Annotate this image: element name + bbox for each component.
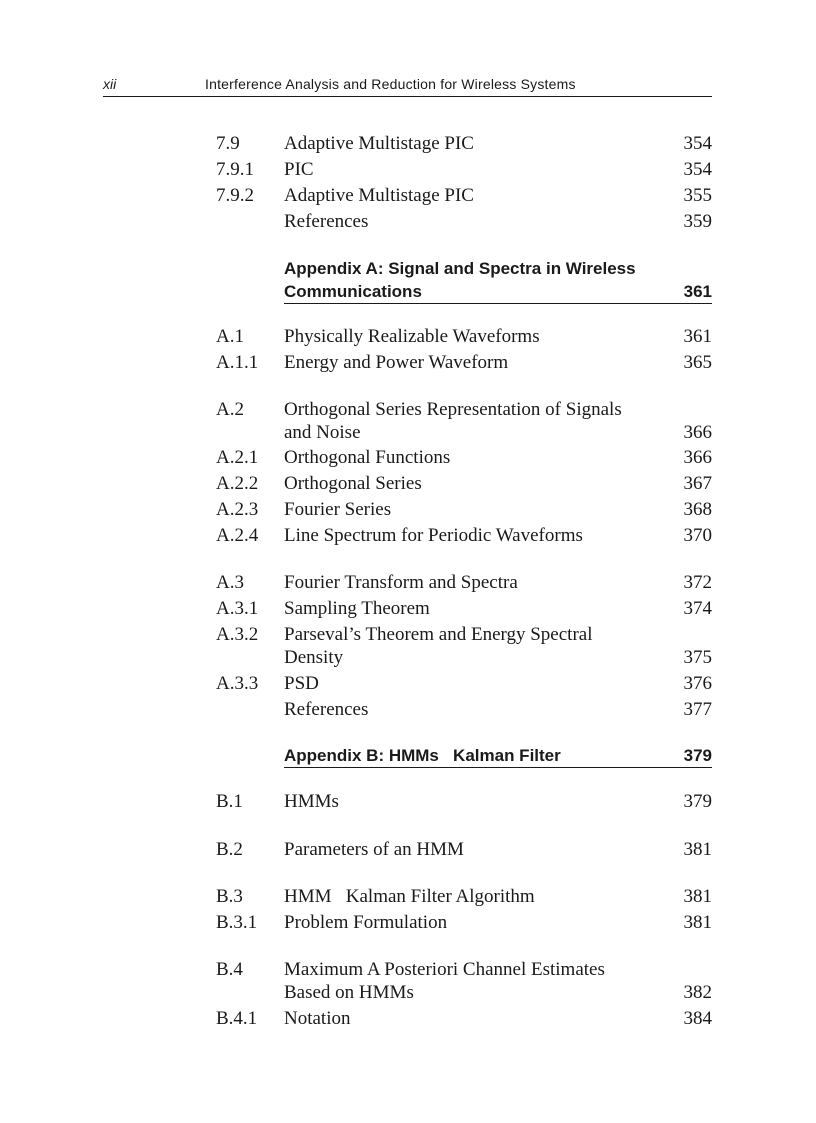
toc-entry-number: B.1 xyxy=(216,791,243,812)
toc-entry-title: Adaptive Multistage PIC xyxy=(284,185,474,206)
toc-entry-page: 366 xyxy=(683,422,712,443)
toc-entry-title: Sampling Theorem xyxy=(284,598,430,619)
toc-entry-page: 361 xyxy=(683,326,712,347)
appendix-b-heading[interactable] xyxy=(284,744,712,768)
toc-entry-page: 366 xyxy=(683,447,712,468)
toc-entry-number: A.2.1 xyxy=(216,447,259,468)
toc-entry-page: 354 xyxy=(683,133,712,154)
toc-entry-title: Fourier Series xyxy=(284,499,392,520)
appendix-title-line1: Appendix B: HMMs Kalman Filter xyxy=(284,746,561,765)
toc-entry-number: B.3 xyxy=(216,886,243,907)
toc-entry-page: 375 xyxy=(683,647,712,668)
toc-entry-page: 379 xyxy=(683,791,712,812)
toc-entry-title: Physically Realizable Waveforms xyxy=(284,326,540,347)
toc-entry-title: Fourier Transform and Spectra xyxy=(284,572,518,593)
toc-entry-number: B.4 xyxy=(216,959,243,980)
appendix-page: 361 xyxy=(683,282,712,301)
toc-entry-title: PIC xyxy=(284,159,314,180)
toc-entry-title: Parameters of an HMM xyxy=(284,839,464,860)
toc-entry-title-continued: and Noise xyxy=(284,422,361,443)
toc-entry-page: 384 xyxy=(683,1008,712,1029)
appendix-title-line1: Appendix A: Signal and Spectra in Wireless xyxy=(284,259,636,278)
toc-entry-page: 372 xyxy=(683,572,712,593)
toc-entry-page: 354 xyxy=(683,159,712,180)
toc-entry-title: Energy and Power Waveform xyxy=(284,352,509,373)
appendix-a-heading[interactable] xyxy=(284,257,712,304)
toc-entry-number: A.2 xyxy=(216,399,244,420)
toc-entry-title-continued: Density xyxy=(284,647,344,668)
toc-entry-number: 7.9 xyxy=(216,133,240,154)
page-folio: xii xyxy=(103,76,117,92)
toc-entry-title: Notation xyxy=(284,1008,351,1029)
toc-entry-title: Maximum A Posteriori Channel Estimates xyxy=(284,959,605,980)
toc-entry-page: 381 xyxy=(683,886,712,907)
toc-entry-page: 377 xyxy=(683,699,712,720)
toc-entry-title: HMM Kalman Filter Algorithm xyxy=(284,886,535,907)
toc-entry-page: 359 xyxy=(683,211,712,232)
toc-entry-number: A.3.2 xyxy=(216,624,259,645)
toc-entry-page: 382 xyxy=(683,982,712,1003)
toc-entry-number: 7.9.1 xyxy=(216,159,254,180)
toc-entry-title: Problem Formulation xyxy=(284,912,448,933)
toc-entry-number: A.2.3 xyxy=(216,499,259,520)
toc-entry-page: 365 xyxy=(683,352,712,373)
toc-entry-page: 374 xyxy=(683,598,712,619)
toc-entry-title-continued: Based on HMMs xyxy=(284,982,414,1003)
toc-entry-number: B.2 xyxy=(216,839,243,860)
toc-entry-page: 376 xyxy=(683,673,712,694)
toc-entry-page: 367 xyxy=(683,473,712,494)
toc-entry-number: A.1.1 xyxy=(216,352,259,373)
toc-entry-title: Line Spectrum for Periodic Waveforms xyxy=(284,525,583,546)
toc-entry-page: 355 xyxy=(683,185,712,206)
toc-entry-number: A.3 xyxy=(216,572,244,593)
toc-entry-number: A.1 xyxy=(216,326,244,347)
toc-entry-page: 370 xyxy=(683,525,712,546)
toc-entry-page: 381 xyxy=(683,839,712,860)
appendix-title-line2: Communications xyxy=(284,282,422,301)
toc-entry-number: A.2.4 xyxy=(216,525,259,546)
toc-entry-number: B.4.1 xyxy=(216,1008,258,1029)
toc-entry-title: Orthogonal Series xyxy=(284,473,422,494)
toc-entry-number: B.3.1 xyxy=(216,912,258,933)
toc-entry-title: PSD xyxy=(284,673,319,694)
toc-entry-title: References xyxy=(284,699,369,720)
appendix-page: 379 xyxy=(683,746,712,765)
toc-entry-title: Orthogonal Series Representation of Signals xyxy=(284,399,622,420)
toc-entry-title: Adaptive Multistage PIC xyxy=(284,133,474,154)
running-title: Interference Analysis and Reduction for Wireless Systems xyxy=(205,76,576,92)
running-header xyxy=(103,74,712,97)
toc-entry-title: Orthogonal Functions xyxy=(284,447,451,468)
toc-entry-title: References xyxy=(284,211,369,232)
toc-entry-title: HMMs xyxy=(284,791,339,812)
toc-entry-number: A.2.2 xyxy=(216,473,259,494)
toc-entry-page: 368 xyxy=(683,499,712,520)
toc-entry-number: A.3.3 xyxy=(216,673,259,694)
toc-entry-number: A.3.1 xyxy=(216,598,259,619)
toc-entry-number: 7.9.2 xyxy=(216,185,254,206)
toc-entry-title: Parseval’s Theorem and Energy Spectral xyxy=(284,624,593,645)
toc-entry-page: 381 xyxy=(683,912,712,933)
